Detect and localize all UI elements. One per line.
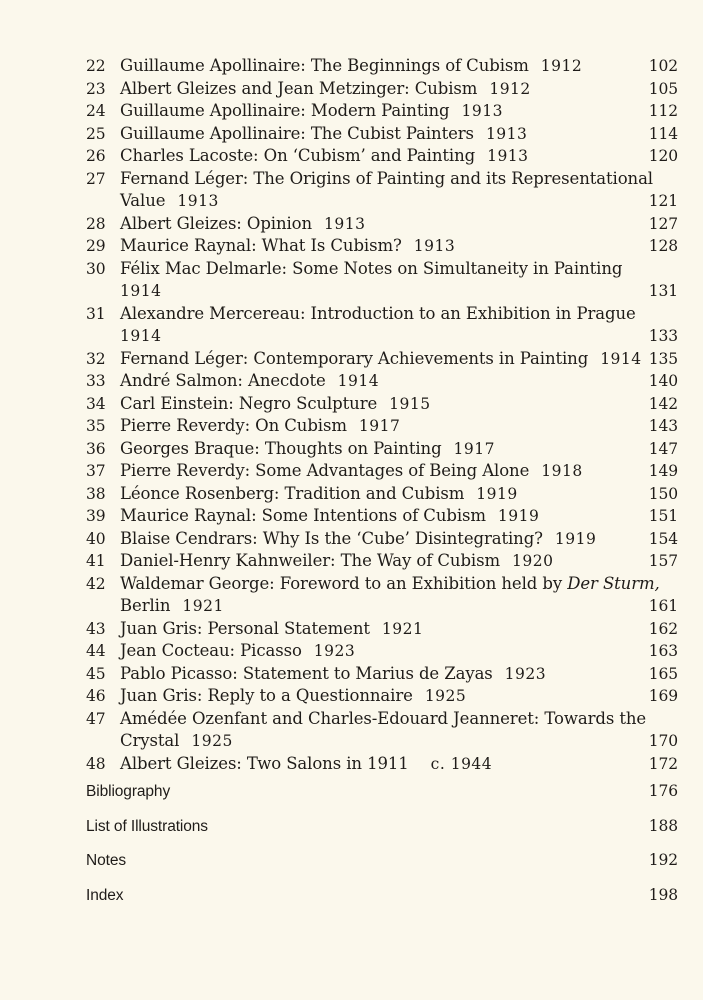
- entry-number: 34: [86, 394, 106, 413]
- entry-title: Albert Gleizes and Jean Metzinger: Cubism: [120, 78, 478, 98]
- entry-number: 25: [86, 124, 106, 143]
- entry-title: Guillaume Apollinaire: The Cubist Painters: [120, 123, 474, 143]
- toc-entry[interactable]: [86, 123, 678, 146]
- entry-title: Léonce Rosenberg: Tradition and Cubism: [120, 483, 465, 503]
- entry-page: 157: [648, 552, 678, 570]
- entry-title: André Salmon: Anecdote: [120, 371, 326, 390]
- entry-title: Carl Einstein: Negro Sculpture: [120, 393, 378, 413]
- entry-title: Guillaume Apollinaire: Modern Painting: [120, 101, 450, 120]
- toc-entry-notes[interactable]: [86, 849, 678, 872]
- entry-number: 26: [86, 147, 106, 165]
- entry-number: 42: [86, 574, 106, 593]
- entry-number: 23: [86, 79, 106, 98]
- entry-page: 140: [648, 372, 678, 390]
- entry-title: Georges Braque: Thoughts on Painting: [120, 438, 442, 458]
- entry-title: Blaise Cendrars: Why Is the ‘Cube’ Disintegrating?: [120, 528, 543, 548]
- toc-entry[interactable]: [86, 438, 678, 461]
- entry-number: 28: [86, 214, 106, 233]
- entry-year: 1923: [313, 642, 356, 660]
- entry-number: 31: [86, 304, 106, 323]
- toc-entry-index[interactable]: [86, 884, 678, 907]
- entry-year: 1913: [485, 124, 528, 143]
- toc-entry[interactable]: [86, 460, 678, 483]
- entry-page: 163: [648, 642, 678, 660]
- entry-year: 1914: [600, 349, 642, 368]
- entry-page: 165: [648, 664, 678, 683]
- entry-year: 1925: [191, 732, 233, 750]
- entry-number: 29: [86, 237, 106, 255]
- entry-title: Albert Gleizes: Opinion: [120, 213, 313, 233]
- entry-title: Jean Cocteau: Picasso: [120, 641, 302, 660]
- entry-number: 32: [86, 349, 106, 368]
- entry-title-italic: Der Sturm,: [567, 573, 660, 593]
- toc-entry[interactable]: [86, 640, 678, 663]
- entry-number: 22: [86, 57, 106, 75]
- entry-title: Juan Gris: Reply to a Questionnaire: [120, 686, 413, 705]
- entry-title: Félix Mac Delmarle: Some Notes on Simultaneity in Painting: [120, 258, 623, 278]
- toc-entry[interactable]: [86, 528, 678, 551]
- entry-number: 35: [86, 417, 106, 435]
- toc-entry[interactable]: [86, 415, 678, 438]
- toc-entry[interactable]: [86, 168, 678, 213]
- entry-year: 1919: [554, 529, 597, 548]
- entry-page: 151: [648, 507, 678, 525]
- toc-entry[interactable]: [86, 348, 678, 371]
- entry-year: 1919: [497, 507, 540, 525]
- entry-title: Juan Gris: Personal Statement: [120, 618, 370, 638]
- entry-number: 46: [86, 687, 106, 705]
- entry-year: 1917: [453, 439, 495, 458]
- entry-page: 131: [648, 282, 678, 300]
- contents-list: [86, 55, 678, 775]
- entry-year: 1921: [381, 619, 424, 638]
- entry-year: 1913: [487, 147, 529, 165]
- toc-entry[interactable]: [86, 100, 678, 123]
- entry-number: 40: [86, 529, 106, 548]
- entry-title: Index: [86, 886, 124, 904]
- entry-page: 149: [648, 462, 678, 480]
- entry-page: 150: [648, 484, 678, 503]
- entry-number: 47: [86, 709, 106, 728]
- entry-title: Pablo Picasso: Statement to Marius de Zayas: [120, 663, 493, 683]
- entry-year: 1913: [413, 237, 456, 255]
- toc-entry[interactable]: [86, 573, 678, 618]
- toc-entry[interactable]: [86, 303, 678, 348]
- entry-title: List of Illustrations: [86, 817, 208, 835]
- entry-number: 39: [86, 507, 106, 525]
- entry-number: 24: [86, 102, 106, 120]
- entry-year: 1913: [177, 192, 219, 210]
- entry-page: 172: [648, 754, 678, 773]
- entry-year: 1913: [324, 214, 366, 233]
- entry-page: 162: [648, 619, 678, 638]
- entry-number: 36: [86, 439, 106, 458]
- entry-number: 37: [86, 462, 106, 480]
- entry-page: 135: [648, 349, 678, 368]
- entry-page: 114: [648, 124, 678, 143]
- entry-page: 143: [648, 417, 678, 435]
- entry-year: 1919: [476, 484, 518, 503]
- entry-page: 192: [648, 851, 678, 869]
- entry-page: 102: [648, 57, 678, 75]
- entry-number: 41: [86, 552, 106, 570]
- entry-number: 48: [86, 754, 106, 773]
- entry-year: c. 1944: [430, 754, 493, 773]
- toc-entry[interactable]: [86, 685, 678, 708]
- entry-title: Guillaume Apollinaire: The Beginnings of Cubism: [120, 56, 529, 75]
- entry-page: 147: [648, 439, 678, 458]
- back-matter-list: [86, 780, 678, 918]
- entry-year: 1914: [337, 372, 380, 390]
- entry-title: Pierre Reverdy: Some Advantages of Being Alone: [120, 461, 530, 480]
- entry-number: 45: [86, 664, 106, 683]
- toc-entry-bibliography[interactable]: [86, 780, 678, 803]
- toc-entry[interactable]: [86, 213, 678, 236]
- entry-number: 30: [86, 259, 106, 278]
- entry-page: 105: [648, 79, 678, 98]
- entry-year: 1918: [541, 462, 583, 480]
- entry-page: 188: [648, 816, 678, 835]
- entry-page: 198: [648, 885, 678, 904]
- entry-year: 1915: [389, 394, 431, 413]
- entry-title: Charles Lacoste: On ‘Cubism’ and Painting: [120, 146, 476, 165]
- entry-year: 1921: [182, 597, 224, 615]
- entry-number: 33: [86, 372, 106, 390]
- entry-page: 128: [648, 237, 678, 255]
- entry-year: 1914: [120, 282, 162, 300]
- entry-title: Pierre Reverdy: On Cubism: [120, 416, 347, 435]
- toc-entry[interactable]: [86, 370, 678, 393]
- entry-number: 38: [86, 484, 106, 503]
- entry-page: 161: [648, 597, 678, 615]
- entry-year: 1914: [120, 327, 162, 345]
- entry-page: 170: [648, 732, 678, 750]
- toc-entry[interactable]: [86, 78, 678, 101]
- entry-number: 27: [86, 169, 106, 188]
- entry-number: 44: [86, 642, 106, 660]
- entry-title: Notes: [86, 852, 126, 869]
- entry-title: Albert Gleizes: Two Salons in 1911: [120, 753, 409, 773]
- toc-entry[interactable]: [86, 483, 678, 506]
- toc-entry[interactable]: [86, 505, 678, 528]
- toc-entry[interactable]: [86, 145, 678, 168]
- entry-page: 154: [648, 529, 678, 548]
- entry-number: 43: [86, 619, 106, 638]
- entry-title: Amédée Ozenfant and Charles-Edouard Jeanneret: Towards the: [120, 708, 647, 728]
- entry-title: Waldemar George: Foreword to an Exhibition held by: [120, 573, 563, 593]
- entry-title: Bibliography: [86, 783, 171, 800]
- toc-entry[interactable]: [86, 618, 678, 641]
- toc-entry[interactable]: [86, 753, 678, 776]
- entry-title: Fernand Léger: Contemporary Achievements in Painting: [120, 348, 589, 368]
- entry-page: 127: [648, 214, 678, 233]
- entry-title: Maurice Raynal: Some Intentions of Cubism: [120, 506, 486, 525]
- entry-year: 1917: [358, 417, 401, 435]
- entry-title: Maurice Raynal: What Is Cubism?: [120, 236, 402, 255]
- entry-page: 121: [648, 192, 678, 210]
- entry-year: 1925: [424, 687, 467, 705]
- toc-entry[interactable]: [86, 55, 678, 78]
- entry-title-cont: Value: [120, 191, 166, 210]
- entry-title-cont: Crystal: [120, 731, 180, 750]
- entry-page: 120: [648, 147, 678, 165]
- toc-entry[interactable]: [86, 258, 678, 303]
- entry-title: Alexandre Mercereau: Introduction to an Exhibition in Prague: [120, 303, 636, 323]
- toc-entry[interactable]: [86, 393, 678, 416]
- toc-entry[interactable]: [86, 663, 678, 686]
- entry-year: 1912: [540, 57, 583, 75]
- toc-entry-list-of-illustrations[interactable]: [86, 815, 678, 838]
- entry-title: Daniel-Henry Kahnweiler: The Way of Cubism: [120, 551, 500, 570]
- entry-year: 1913: [461, 102, 503, 120]
- entry-page: 112: [648, 102, 678, 120]
- entry-title-cont: Berlin: [120, 596, 171, 615]
- entry-title: Fernand Léger: The Origins of Painting and its Representational: [120, 168, 653, 188]
- entry-page: 169: [648, 687, 678, 705]
- toc-entry[interactable]: [86, 708, 678, 753]
- entry-page: 176: [648, 782, 678, 800]
- toc-entry[interactable]: [86, 235, 678, 258]
- entry-year: 1923: [504, 664, 547, 683]
- entry-page: 142: [648, 394, 678, 413]
- entry-year: 1912: [489, 79, 531, 98]
- toc-entry[interactable]: [86, 550, 678, 573]
- entry-year: 1920: [512, 552, 554, 570]
- entry-page: 133: [648, 327, 678, 345]
